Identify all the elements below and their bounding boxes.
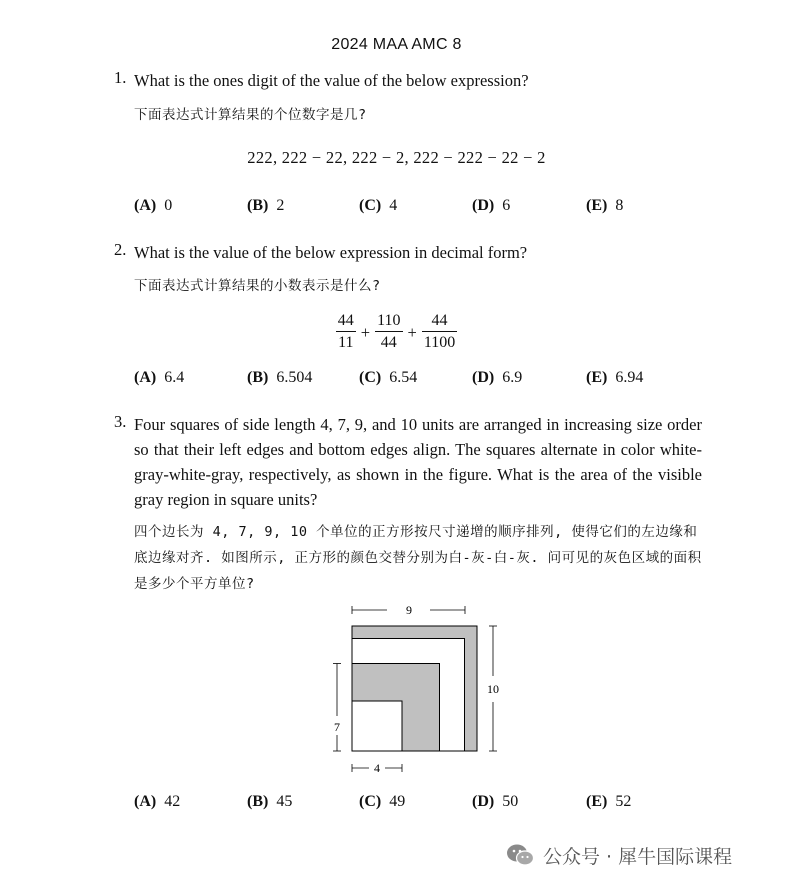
denominator: 44 [380,334,397,351]
choice-value: 6 [502,197,511,214]
choice-letter: (D) [472,793,495,810]
denominator: 1100 [423,334,456,351]
numerator: 110 [375,311,402,332]
answer-choices-1 [134,197,734,219]
choice-c[interactable] [359,369,417,387]
question-chinese: 四个边长为 4, 7, 9, 10 个单位的正方形按尺寸递增的顺序排列, 使得它们的左边缘和底边缘对齐. 如图所示, 正方形的颜色交替分别为白-灰-白-灰. 问可见的灰色区域的面积是多少个平方单位? [134,524,702,592]
choice-value: 4 [389,197,398,214]
choice-a[interactable] [134,793,180,811]
choice-e[interactable] [586,793,631,811]
numerator: 44 [422,311,457,332]
choice-d[interactable] [472,793,518,811]
watermark-text: 公众号 · 犀牛国际课程 [543,845,733,868]
square-4-white [352,701,402,751]
question-number: 1. [114,68,127,87]
fraction [375,311,402,354]
wechat-icon [505,842,535,868]
choice-value: 0 [164,197,173,214]
plus-sign: + [407,322,417,342]
fraction-expression [0,311,793,354]
choice-letter: (D) [472,369,495,386]
question-number: 2. [114,240,127,259]
choice-b[interactable] [247,197,284,215]
question-chinese: 下面表达式计算结果的个位数字是几? [134,107,367,123]
question-chinese: 下面表达式计算结果的小数表示是什么? [134,278,381,294]
choice-d[interactable] [472,369,522,387]
choice-letter: (B) [247,793,269,810]
choice-letter: (B) [247,369,269,386]
choice-letter: (B) [247,197,269,214]
page-title: 2024 MAA AMC 8 [331,36,462,53]
question-text: What is the ones digit of the value of the below expression? [134,71,529,90]
choice-b[interactable] [247,369,312,387]
choice-e[interactable] [586,197,623,215]
plus-sign: + [360,322,371,342]
choice-value: 6.4 [164,369,185,386]
question-text: What is the value of the below expression in decimal form? [134,243,528,262]
label-right: 10 [487,682,499,696]
choice-letter: (E) [586,197,608,214]
squares-figure [325,598,515,783]
choice-c[interactable] [359,793,405,811]
choice-a[interactable] [134,369,184,387]
answer-choices-2 [134,369,734,391]
choice-value: 52 [615,793,632,810]
denominator: 11 [338,334,354,351]
watermark [505,840,732,870]
expression: 222, 222 − 22, 222 − 2, 222 − 222 − 22 − 2 [247,148,546,167]
label-top: 9 [406,603,412,617]
choice-a[interactable] [134,197,172,215]
question-number: 3. [114,412,127,431]
label-bottom: 4 [374,761,380,775]
choice-value: 6.9 [502,369,523,386]
choice-letter: (C) [359,197,382,214]
choice-value: 6.94 [615,369,644,386]
choice-letter: (C) [359,369,382,386]
choice-letter: (C) [359,793,382,810]
choice-letter: (A) [134,369,157,386]
choice-d[interactable] [472,197,510,215]
choice-letter: (E) [586,793,608,810]
choice-value: 8 [615,197,624,214]
choice-letter: (D) [472,197,495,214]
choice-b[interactable] [247,793,292,811]
choice-c[interactable] [359,197,397,215]
choice-value: 49 [389,793,406,810]
fraction [336,311,356,354]
choice-value: 2 [276,197,285,214]
answer-choices-3 [134,793,734,815]
choice-letter: (A) [134,793,157,810]
choice-value: 50 [502,793,519,810]
fraction [422,311,457,354]
question-text: Four squares of side length 4, 7, 9, and 10 units are arranged in increasing size order so that their left edges and bottom edges align. The squares alternate in color white-gray-white-gray, respectively, as shown in the figure. What is the area of the visible gray region in square units? [134,415,702,509]
choice-e[interactable] [586,369,643,387]
choice-value: 42 [164,793,181,810]
label-left: 7 [334,720,340,734]
choice-letter: (E) [586,369,608,386]
choice-value: 6.504 [276,369,313,386]
numerator: 44 [336,311,356,332]
choice-value: 45 [276,793,293,810]
choice-value: 6.54 [389,369,418,386]
choice-letter: (A) [134,197,157,214]
